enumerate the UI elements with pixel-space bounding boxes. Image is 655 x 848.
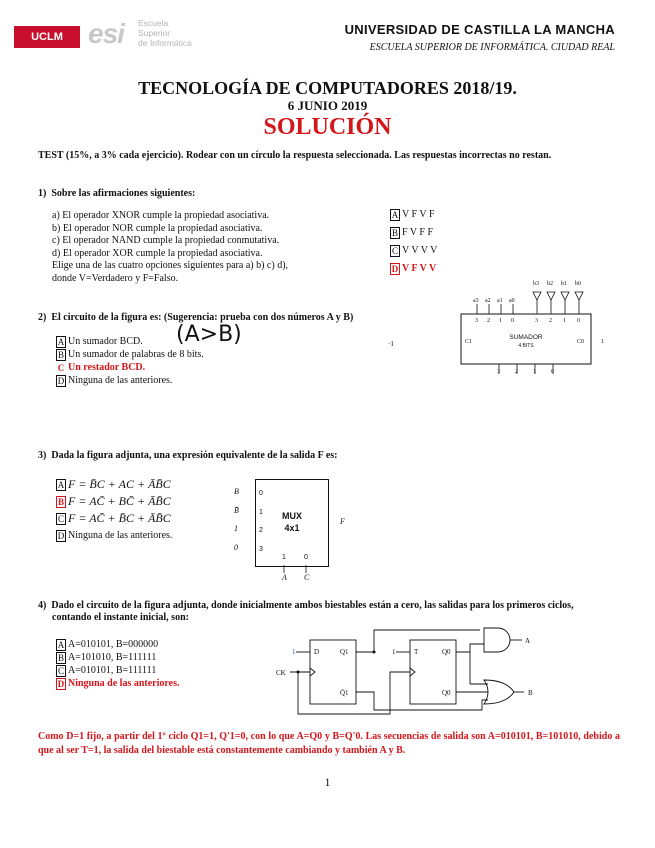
option-box: C [391, 245, 398, 256]
q1-heading [38, 188, 195, 199]
option-text: V F V V [402, 263, 437, 274]
q2-number: 2) [38, 312, 47, 323]
option-text: F = AC̄ + B̄C + ĀB̄C [68, 511, 171, 525]
s-num-1: 1 [533, 369, 536, 375]
q1-item-choose: Elige una de las cuatro opciones siguientes para a) b) c) d), [52, 260, 289, 272]
q2-option-c-correct[interactable] [56, 361, 204, 374]
option-text: V V V V [402, 245, 438, 256]
b-num-1: 1 [563, 318, 566, 324]
esi-sub-2: Superior [138, 28, 171, 38]
q1-option-d-correct[interactable] [390, 262, 437, 280]
option-text: A=101010, B=111111 [68, 652, 157, 663]
option-text: F = AC̄ + BC̄ + ĀB̄C [68, 494, 171, 508]
q4-heading [38, 600, 628, 624]
mux-sel-idx-1: 1 [282, 554, 286, 561]
q4-option-a[interactable] [56, 638, 180, 651]
q4-option-b[interactable] [56, 651, 180, 664]
instructions: TEST (15%, a 3% cada ejercicio). Rodear con un círculo la respuesta seleccionada. Las respuestas incorrectas no restan. [38, 150, 552, 161]
option-box: A [57, 639, 65, 650]
mux-in-2: 1 [234, 524, 238, 533]
q3-option-a[interactable] [56, 478, 172, 495]
a-num-2: 2 [487, 318, 490, 324]
carry-one: 1 [601, 339, 604, 345]
a-num-1: 1 [499, 318, 502, 324]
q1-option-a[interactable] [390, 208, 437, 226]
adder-diagram [455, 272, 625, 378]
d-input-one: 1 [292, 648, 296, 656]
s-num-3: 3 [497, 369, 500, 375]
option-text: Ninguna de las anteriores. [68, 375, 173, 386]
uclm-logo [14, 26, 80, 48]
a-num-3: 3 [475, 318, 478, 324]
q2-option-b[interactable] [56, 348, 204, 361]
q4-statement-2: contando el instante inicial, son: [52, 612, 189, 623]
option-box: B [57, 349, 64, 360]
esi-logo-text: esi [88, 18, 124, 49]
mux-in-3: 0 [234, 542, 238, 552]
q3-heading [38, 450, 337, 461]
option-box: B [391, 227, 398, 238]
mux-title: MUX [282, 511, 302, 521]
q4-option-c[interactable] [56, 664, 180, 677]
b-num-3: 3 [535, 318, 538, 324]
q3-options [56, 478, 172, 542]
mux-label [256, 510, 328, 534]
a-num-0: 0 [511, 318, 514, 324]
mux-sel-a: A [282, 573, 287, 582]
b-num-2: 2 [549, 318, 552, 324]
t-pin: T [414, 648, 419, 656]
esi-logo-subtitle [138, 18, 192, 48]
option-box: C [57, 362, 65, 373]
out-b-label: B [528, 689, 533, 697]
exam-title: TECNOLOGÍA DE COMPUTADORES 2018/19. [138, 78, 517, 98]
s-num-0: 0 [551, 369, 554, 375]
option-box: D [391, 263, 399, 274]
option-box: A [57, 480, 65, 491]
uclm-logo-text: UCLM [31, 31, 63, 43]
page-number: 1 [324, 775, 331, 789]
adder-title: SUMADOR [509, 334, 543, 341]
option-box: B [57, 497, 64, 508]
q2-options [56, 335, 204, 387]
school-name: ESCUELA SUPERIOR DE INFORMÁTICA. CIUDAD REAL [369, 42, 615, 53]
mux-idx-1: 1 [259, 508, 263, 516]
clk-label: CK [276, 669, 286, 677]
s-num-2: 2 [515, 369, 518, 375]
q3-number: 3) [38, 450, 47, 461]
mux-sel-idx-0: 0 [304, 554, 308, 561]
flipflop-circuit [270, 622, 540, 722]
option-box: A [391, 209, 399, 220]
option-box: D [57, 375, 65, 386]
university-name: UNIVERSIDAD DE CASTILLA LA MANCHA [344, 22, 615, 37]
mux-block [255, 479, 329, 567]
q3-option-c[interactable] [56, 512, 172, 529]
q1-item-d: d) El operador XOR cumple la propiedad asociativa. [52, 247, 263, 259]
option-text: A=010101, B=000000 [68, 639, 159, 650]
q0-pin: Q0 [442, 648, 451, 656]
esi-sub-3: de Informática [138, 38, 192, 48]
q4-statement-1: Dado el circuito de la figura adjunta, donde inicialmente ambos biestables están a cero, las salidas para los primeros ciclos, [51, 600, 574, 611]
b2-label: b2 [547, 281, 553, 287]
option-text: A=010101, B=111111 [68, 665, 157, 676]
q1-number: 1) [38, 188, 47, 199]
option-box: A [57, 336, 65, 347]
option-text: Ninguna de las anteriores. [68, 678, 180, 689]
q1-option-b[interactable] [390, 226, 437, 244]
option-text: Un sumador BCD. [68, 336, 143, 347]
b0-label: b0 [575, 281, 581, 287]
q3-option-d[interactable] [56, 529, 172, 542]
a0-label: a0 [509, 298, 515, 304]
q3-statement: Dada la figura adjunta, una expresión equivalente de la salida F es: [51, 450, 338, 461]
q4-number: 4) [38, 600, 47, 611]
a1-label: a1 [497, 298, 503, 304]
esi-logo [88, 16, 208, 52]
q4-option-d-correct[interactable] [56, 677, 180, 690]
q2-option-d[interactable] [56, 374, 204, 387]
option-box: C [57, 514, 64, 525]
q1n-pin: Q̄1 [340, 689, 349, 697]
mux-inputs [234, 483, 239, 557]
q3-option-b-correct[interactable] [56, 495, 172, 512]
mux-sel-c: C [304, 573, 310, 582]
q2-left-mark: ·1 [388, 340, 394, 348]
option-text: Un restador BCD. [68, 362, 146, 373]
q0n-pin: Q0 [442, 689, 451, 697]
b3-label: b3 [533, 281, 539, 287]
a3-label: a3 [473, 298, 479, 304]
q1-statement: Sobre las afirmaciones siguientes: [51, 188, 196, 199]
mux-in-1: B̄ [234, 505, 239, 515]
option-box: D [57, 678, 65, 689]
option-text: Ninguna de las anteriores. [68, 530, 173, 541]
option-text: V F V F [402, 209, 435, 220]
mux-output: F [340, 517, 345, 526]
q1-item-b: b) El operador NOR cumple la propiedad asociativa. [52, 222, 263, 234]
esi-sub-1: Escuela [138, 18, 169, 28]
option-box: B [57, 652, 64, 663]
q1-options [390, 208, 437, 280]
option-box: D [57, 530, 65, 541]
t-input-one: 1 [392, 648, 396, 656]
mux-size: 4x1 [284, 523, 300, 533]
q1-items [52, 210, 288, 286]
q1-item-c: c) El operador NAND cumple la propiedad conmutativa. [52, 235, 280, 247]
option-box: C [57, 665, 64, 676]
q4-explanation: Como D=1 fijo, a partir del 1º ciclo Q1=1, Q'1=0, con lo que A=Q0 y B=Q'0. Las secuencias de salida son A=010101, B=101010, debido a que al ser T=1, la salida del biestable está constantemente cambiando y también A y B. [38, 731, 620, 756]
q1-pin: Q1 [340, 648, 349, 656]
solution-heading: SOLUCIÓN [263, 114, 392, 140]
option-text: F V F F [402, 227, 434, 238]
adder-subtitle: 4 BITS [518, 343, 534, 349]
mux-select-lines [280, 565, 320, 575]
cin-label: C1 [465, 339, 473, 345]
q1-item-a: a) El operador XNOR cumple la propiedad asociativa. [52, 210, 270, 221]
d-pin: D [314, 648, 320, 656]
exam-date: 6 JUNIO 2019 [287, 98, 368, 113]
q1-option-c[interactable] [390, 244, 437, 262]
out-a-label: A [525, 637, 531, 645]
b1-label: b1 [561, 281, 567, 287]
b-num-0: 0 [577, 318, 580, 324]
q2-statement: El circuito de la figura es: (Sugerencia: prueba con dos números A y B) [51, 312, 354, 323]
option-text: Un sumador de palabras de 8 bits. [68, 349, 204, 360]
mux-in-0: B [234, 487, 239, 496]
handwritten-note: (A>B) [176, 322, 242, 347]
a2-label: a2 [485, 298, 491, 304]
mux-idx-0: 0 [259, 490, 263, 497]
option-text: F = B̄C + AC + ĀB̄C [68, 477, 171, 491]
mux-idx-3: 3 [259, 545, 263, 553]
mux-idx-2: 2 [259, 527, 263, 534]
q2-option-a[interactable] [56, 335, 204, 348]
cout-label: C0 [577, 339, 585, 345]
q1-item-where: donde V=Verdadero y F=Falso. [52, 272, 179, 284]
q4-options [56, 638, 180, 690]
